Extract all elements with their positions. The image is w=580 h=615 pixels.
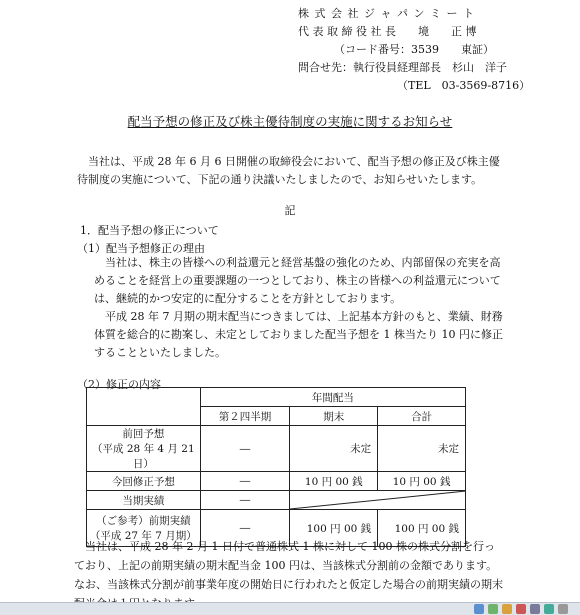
cell-prev-total: 未定 (378, 426, 466, 472)
reason-paragraph-1: 当社は、株主の皆様への利益還元と経営基盤の強化のため、内部留保の充実を高めることを経営上の重要課題の一つとしており、株主の皆様への利益還元については、継続的かつ安定的に配分することを方針としております。 (94, 256, 501, 305)
header-period-end: 期末 (290, 407, 378, 426)
cell-actual-strikeout (290, 491, 466, 510)
document-title: 配当予想の修正及び株主優待制度の実施に関するお知らせ (127, 114, 453, 129)
table-row (87, 472, 466, 491)
cell-ref-q2: ― (200, 510, 290, 547)
folder-icon[interactable] (502, 604, 512, 614)
row-label-revised: 今回修正予想 (87, 472, 201, 491)
table-row (87, 491, 466, 510)
cell-revised-end: 10 円 00 銭 (290, 472, 378, 491)
reason-paragraph-2: 平成 28 年 7 月期の期末配当につきましては、上記基本方針のもと、業績、財務体質を総合的に勘案し、未定としておりました配当予想を 1 株当たり 10 円に修正することといたしました。 (94, 310, 503, 359)
table-corner (87, 388, 201, 426)
cell-actual-q2: ― (200, 491, 290, 510)
cell-ref-end: 100 円 00 銭 (290, 510, 378, 547)
clock-icon[interactable] (558, 604, 568, 614)
app-icon[interactable] (488, 604, 498, 614)
note-paragraph: 当社は、平成 28 年 2 月 1 日付で普通株式 1 株に対して 100 株の株式分割を行っており、上記の前期実績の期末配当金 100 円は、当該株式分割前の金額であります。なお、当該株式分割が前事業年度の開始日に行われたと仮定した場合の前期実績の期末 (74, 540, 503, 591)
cell-prev-end: 未定 (290, 426, 378, 472)
subsection-reason: （1）配当予想修正の理由 (77, 242, 205, 255)
row-label-previous (87, 426, 201, 472)
dividend-table (86, 387, 466, 547)
intro-paragraph: 当社は、平成 28 年 6 月 6 日開催の取締役会において、配当予想の修正及び株主優待制度の実施について、下記の通り決議いたしましたので、お知らせいたします。 (77, 155, 500, 186)
cell-prev-q2: ― (200, 426, 290, 472)
cell-revised-total: 10 円 00 銭 (378, 472, 466, 491)
contact-tel: （TEL 03-3569-8716） (397, 79, 531, 92)
row-label-actual: 当期実績 (87, 491, 201, 510)
row-label-reference-period: （平成 27 年 7 月期） (89, 530, 197, 542)
representative: 代 表 取 締 役 社 長 境 正 博 (298, 25, 477, 38)
ki-heading: 記 (284, 204, 296, 217)
alert-icon[interactable] (516, 604, 526, 614)
cell-ref-total: 100 円 00 銭 (378, 510, 466, 547)
contact-person: 問合せ先：執行役員経理部長 杉山 洋子 (298, 61, 507, 74)
stock-code: （コード番号：3539 東証） (334, 43, 494, 56)
row-label-reference-main: （ご参考）前期実績 (96, 515, 191, 527)
subsection-revision: （2）修正の内容 (77, 378, 161, 391)
header-annual-dividend: 年間配当 (200, 388, 465, 407)
section-heading-1: 1．配当予想の修正について (80, 224, 219, 237)
company-name: 株 式 会 社 ジ ャ パ ン ミ ー ト (298, 7, 475, 20)
diagonal-line (290, 491, 466, 509)
header-total: 合計 (378, 407, 466, 426)
network-icon[interactable] (474, 604, 484, 614)
taskbar (0, 602, 580, 615)
table-row (87, 426, 466, 472)
ime-icon[interactable] (544, 604, 554, 614)
volume-icon[interactable] (530, 604, 540, 614)
header-q2: 第２四半期 (200, 407, 290, 426)
row-label-previous-main: 前回予想 (122, 428, 165, 440)
row-label-previous-date: （平成 28 年 4 月 21 日） (92, 443, 195, 470)
cell-revised-q2: ― (200, 472, 290, 491)
